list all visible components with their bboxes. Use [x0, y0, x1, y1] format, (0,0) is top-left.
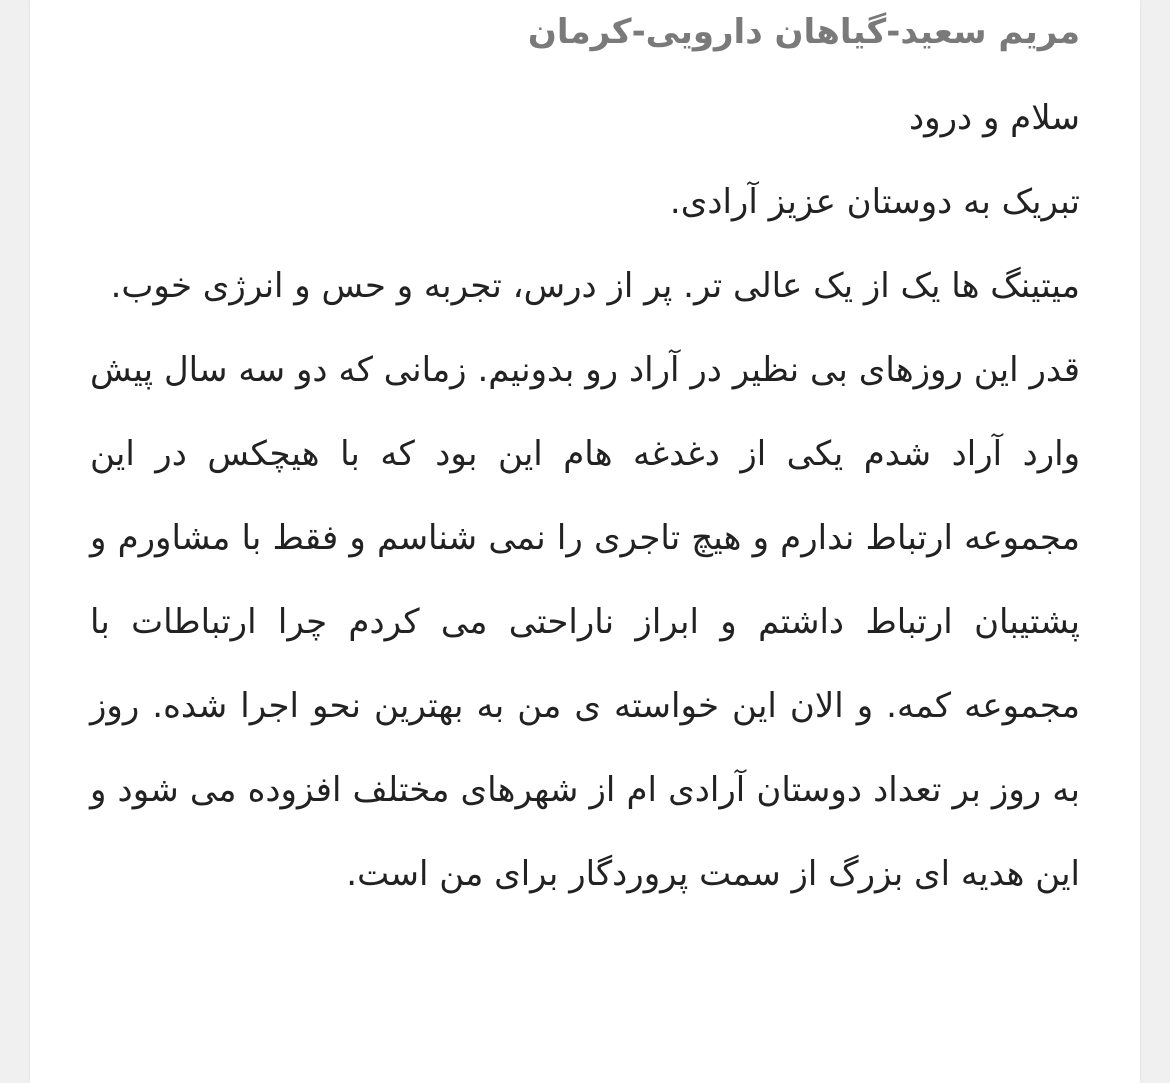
post-card [30, 0, 1140, 1083]
congrats-paragraph: تبریک به دوستان عزیز آرادی. [669, 182, 1080, 222]
greeting-paragraph: سلام و درود [909, 98, 1080, 138]
meetings-paragraph: میتینگ ها یک از یک عالی تر. پر از درس، تجربه و حس و انرژی خوب. [110, 266, 1080, 306]
post-content [90, 0, 1080, 916]
story-paragraph: قدر این روزهای بی نظیر در آراد رو بدونیم. زمانی که دو سه سال پیش وارد آراد شدم یکی از دغدغه هام این بود که با هیچکس در این مجموعه ارتباط ندارم و هیچ تاجری را نمی شناسم و فقط با مشاورم و پشتیبان ارتباط داشتم و ابراز ناراحتی می کردم چرا ارتباطات با مجموعه کمه. و الان این خواسته ی من به بهترین نحو اجرا شده. روز به روز بر تعداد دوستان آرادی ام از شهرهای مختلف افزوده می شود و این هدیه ای بزرگ از سمت پروردگار برای من است. [90, 350, 1080, 894]
author-name: مریم سعید-گیاهان دارویی-کرمان [527, 12, 1080, 52]
